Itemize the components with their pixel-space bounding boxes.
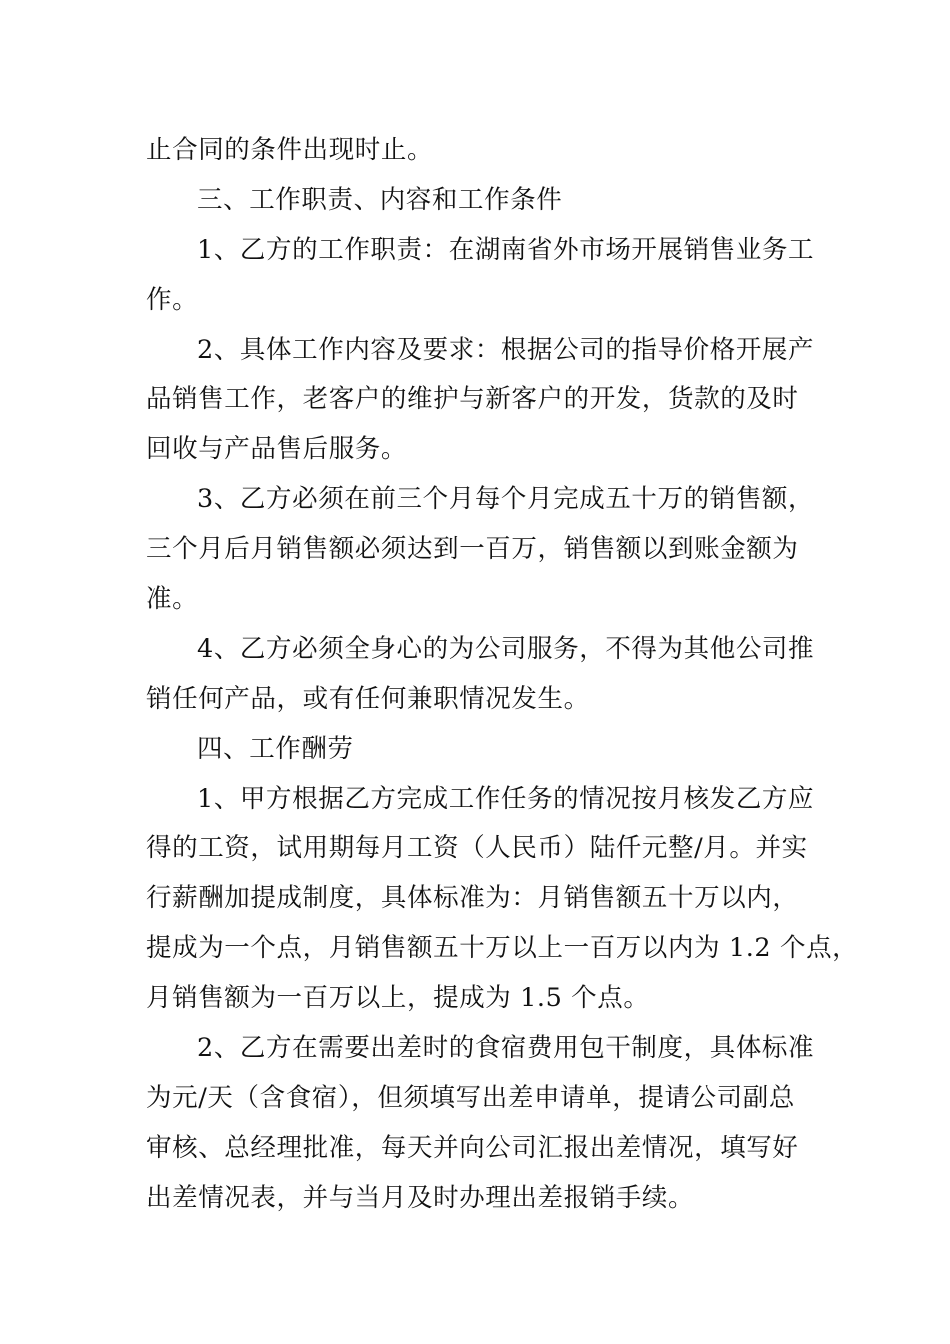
text-line: 2、具体工作内容及要求：根据公司的指导价格开展产 xyxy=(197,334,815,365)
text-line: 提成为一个点，月销售额五十万以上一百万以内为 1.2 个点， xyxy=(146,933,859,964)
text-line: 止合同的条件出现时止。 xyxy=(146,135,434,165)
text-line: 3、乙方必须在前三个月每个月完成五十万的销售额， xyxy=(197,484,815,515)
text-line: 审核、总经理批准，每天并向公司汇报出差情况，填写好 xyxy=(146,1132,799,1163)
text-line: 得的工资，试用期每月工资（人民币）陆仟元整/月。并实 xyxy=(146,833,808,864)
section-heading: 三、工作职责、内容和工作条件 xyxy=(197,184,563,215)
text-line: 出差情况表，并与当月及时办理出差报销手续。 xyxy=(146,1182,695,1213)
text-line: 回收与产品售后服务。 xyxy=(146,434,408,465)
text-line: 行薪酬加提成制度，具体标准为：月销售额五十万以内， xyxy=(146,883,799,914)
text-line: 三个月后月销售额必须达到一百万，销售额以到账金额为 xyxy=(146,534,799,565)
text-line: 4、乙方必须全身心的为公司服务，不得为其他公司推 xyxy=(197,633,815,664)
text-line: 准。 xyxy=(146,584,199,615)
text-line: 1、乙方的工作职责：在湖南省外市场开展销售业务工 xyxy=(197,234,815,265)
section-heading: 四、工作酬劳 xyxy=(197,733,354,764)
text-line: 销任何产品，或有任何兼职情况发生。 xyxy=(146,683,590,714)
text-line: 2、乙方在需要出差时的食宿费用包干制度，具体标准 xyxy=(197,1033,815,1064)
text-line: 为元/天（含食宿），但须填写出差申请单，提请公司副总 xyxy=(146,1082,795,1113)
text-line: 月销售额为一百万以上，提成为 1.5 个点。 xyxy=(146,983,650,1014)
text-line: 作。 xyxy=(146,284,199,315)
document-body xyxy=(146,126,859,1224)
text-line: 1、甲方根据乙方完成工作任务的情况按月核发乙方应 xyxy=(197,783,815,814)
text-line: 品销售工作，老客户的维护与新客户的开发，货款的及时 xyxy=(146,384,799,415)
